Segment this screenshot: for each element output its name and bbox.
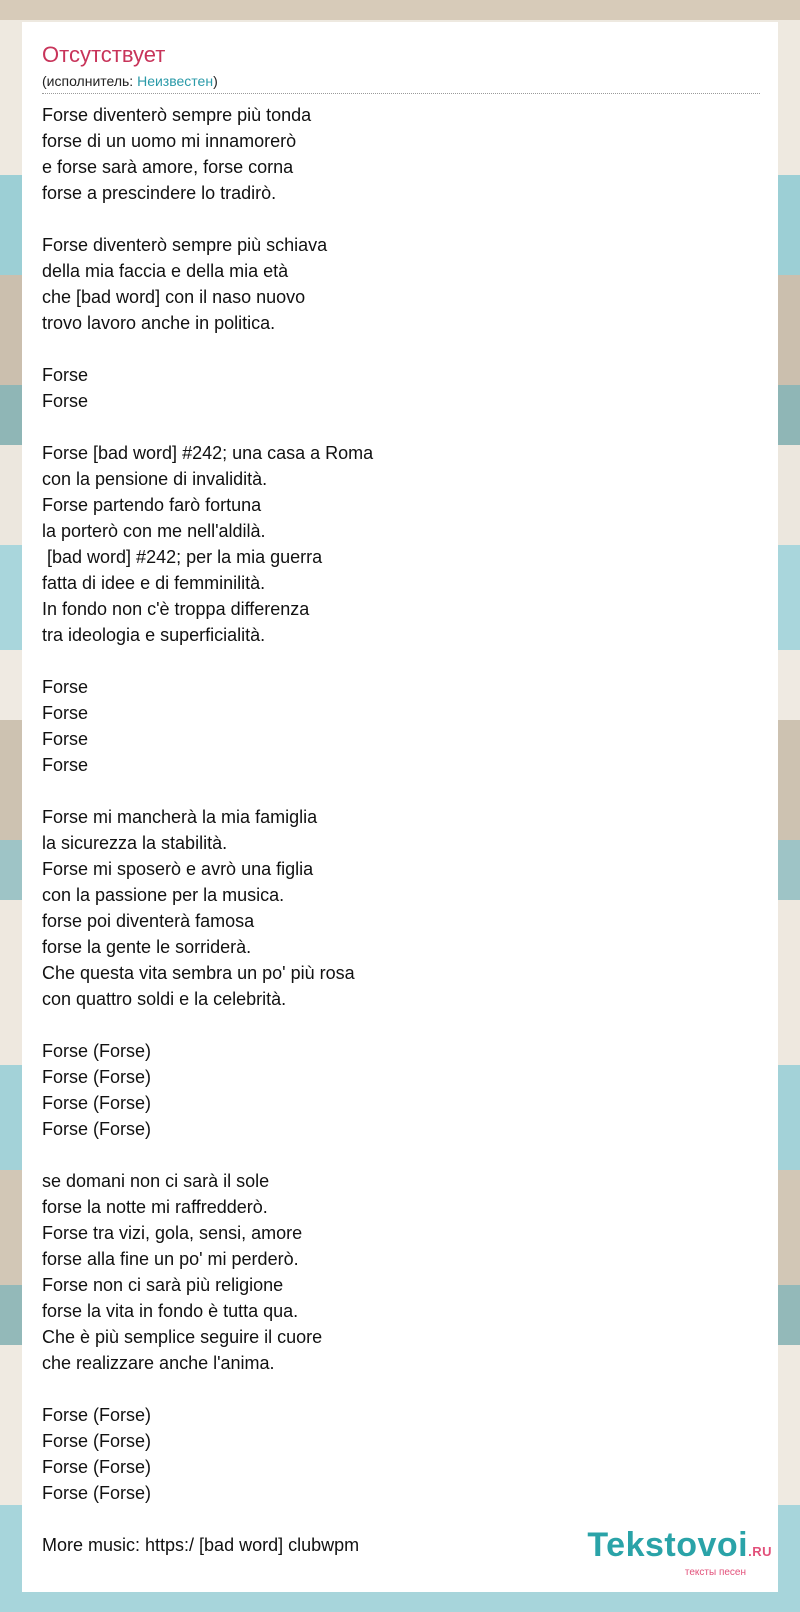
lyric-line: forse la notte mi raffredderò. [42,1197,268,1217]
lyric-line: con la pensione di invalidità. [42,469,268,489]
lyric-line: Forse [42,391,89,411]
lyric-line: Forse (Forse) [42,1405,152,1425]
lyric-line: forse la vita in fondo è tutta qua. [42,1301,299,1321]
lyric-line: More music: https:/ [bad word] clubwpm [42,1535,360,1555]
lyric-line [42,1142,742,1168]
lyric-line: con la passione per la musica. [42,885,285,905]
lyric-line: se domani non ci sarà il sole [42,1171,270,1191]
lyrics-card [22,22,778,1592]
logo-tagline: тексты песен [684,1567,746,1578]
lyric-line: con quattro soldi e la celebrità. [42,989,287,1009]
artist-link[interactable]: Неизвестен [137,73,214,89]
lyric-line: Forse diventerò sempre più schiava [42,235,328,255]
lyric-line [42,1376,742,1402]
lyric-line: Forse (Forse) [42,1457,152,1477]
lyric-line: Forse (Forse) [42,1093,152,1113]
lyric-line: Forse (Forse) [42,1483,152,1503]
lyric-line: Forse diventerò sempre più tonda [42,105,312,125]
lyric-line: e forse sarà amore, forse corna [42,157,294,177]
lyric-line: Che è più semplice seguire il cuore [42,1327,323,1347]
lyric-line: Forse [bad word] #242; una casa a Roma [42,443,374,463]
logo-tld: .RU [748,1544,772,1559]
logo-name: Tekstovoi [587,1526,749,1564]
lyric-line: Forse (Forse) [42,1431,152,1451]
lyric-line: la sicurezza la stabilità. [42,833,228,853]
lyric-line [42,648,742,674]
lyric-line: Forse [42,755,89,775]
lyric-line: Forse [42,729,89,749]
lyric-line [42,1012,742,1038]
lyric-line: Forse mi sposerò e avrò una figlia [42,859,314,879]
lyric-line: Forse mi mancherà la mia famiglia [42,807,318,827]
lyric-line [42,206,742,232]
lyric-line: Forse tra vizi, gola, sensi, amore [42,1223,303,1243]
lyric-line: forse di un uomo mi innamorerò [42,131,297,151]
lyric-line: Forse non ci sarà più religione [42,1275,284,1295]
logo-wordmark [587,1528,772,1569]
lyrics-text [42,102,742,1558]
lyric-line: tra ideologia e superficialità. [42,625,266,645]
lyric-line: forse poi diventerà famosa [42,911,255,931]
lyric-line [42,336,742,362]
artist-prefix: (исполнитель: [42,73,138,89]
lyric-line: che realizzare anche l'anima. [42,1353,275,1373]
lyric-line: che [bad word] con il naso nuovo [42,287,306,307]
artist-line [42,73,218,89]
lyric-line: della mia faccia e della mia età [42,261,289,281]
lyric-line: Forse (Forse) [42,1119,152,1139]
lyric-line [42,778,742,804]
lyric-line: Forse [42,365,89,385]
lyric-line: Forse [42,703,89,723]
lyric-line: trovo lavoro anche in politica. [42,313,276,333]
lyric-line: Forse partendo farò fortuna [42,495,262,515]
lyric-line: In fondo non c'è troppa differenza [42,599,310,619]
site-logo[interactable] [587,1528,772,1578]
lyric-line: [bad word] #242; per la mia guerra [42,547,323,567]
song-title: Отсутствует [42,42,166,67]
title-divider [42,93,760,94]
lyric-line: Forse [42,677,89,697]
lyric-line: Forse (Forse) [42,1041,152,1061]
lyric-line: Forse (Forse) [42,1067,152,1087]
lyric-line: fatta di idee e di femminilità. [42,573,266,593]
lyric-line [42,414,742,440]
artist-suffix: ) [213,73,218,89]
lyric-line: forse la gente le sorriderà. [42,937,252,957]
lyric-line: la porterò con me nell'aldilà. [42,521,266,541]
lyric-line: forse alla fine un po' mi perderò. [42,1249,299,1269]
lyric-line: Che questa vita sembra un po' più rosa [42,963,355,983]
lyric-line: forse a prescindere lo tradirò. [42,183,277,203]
